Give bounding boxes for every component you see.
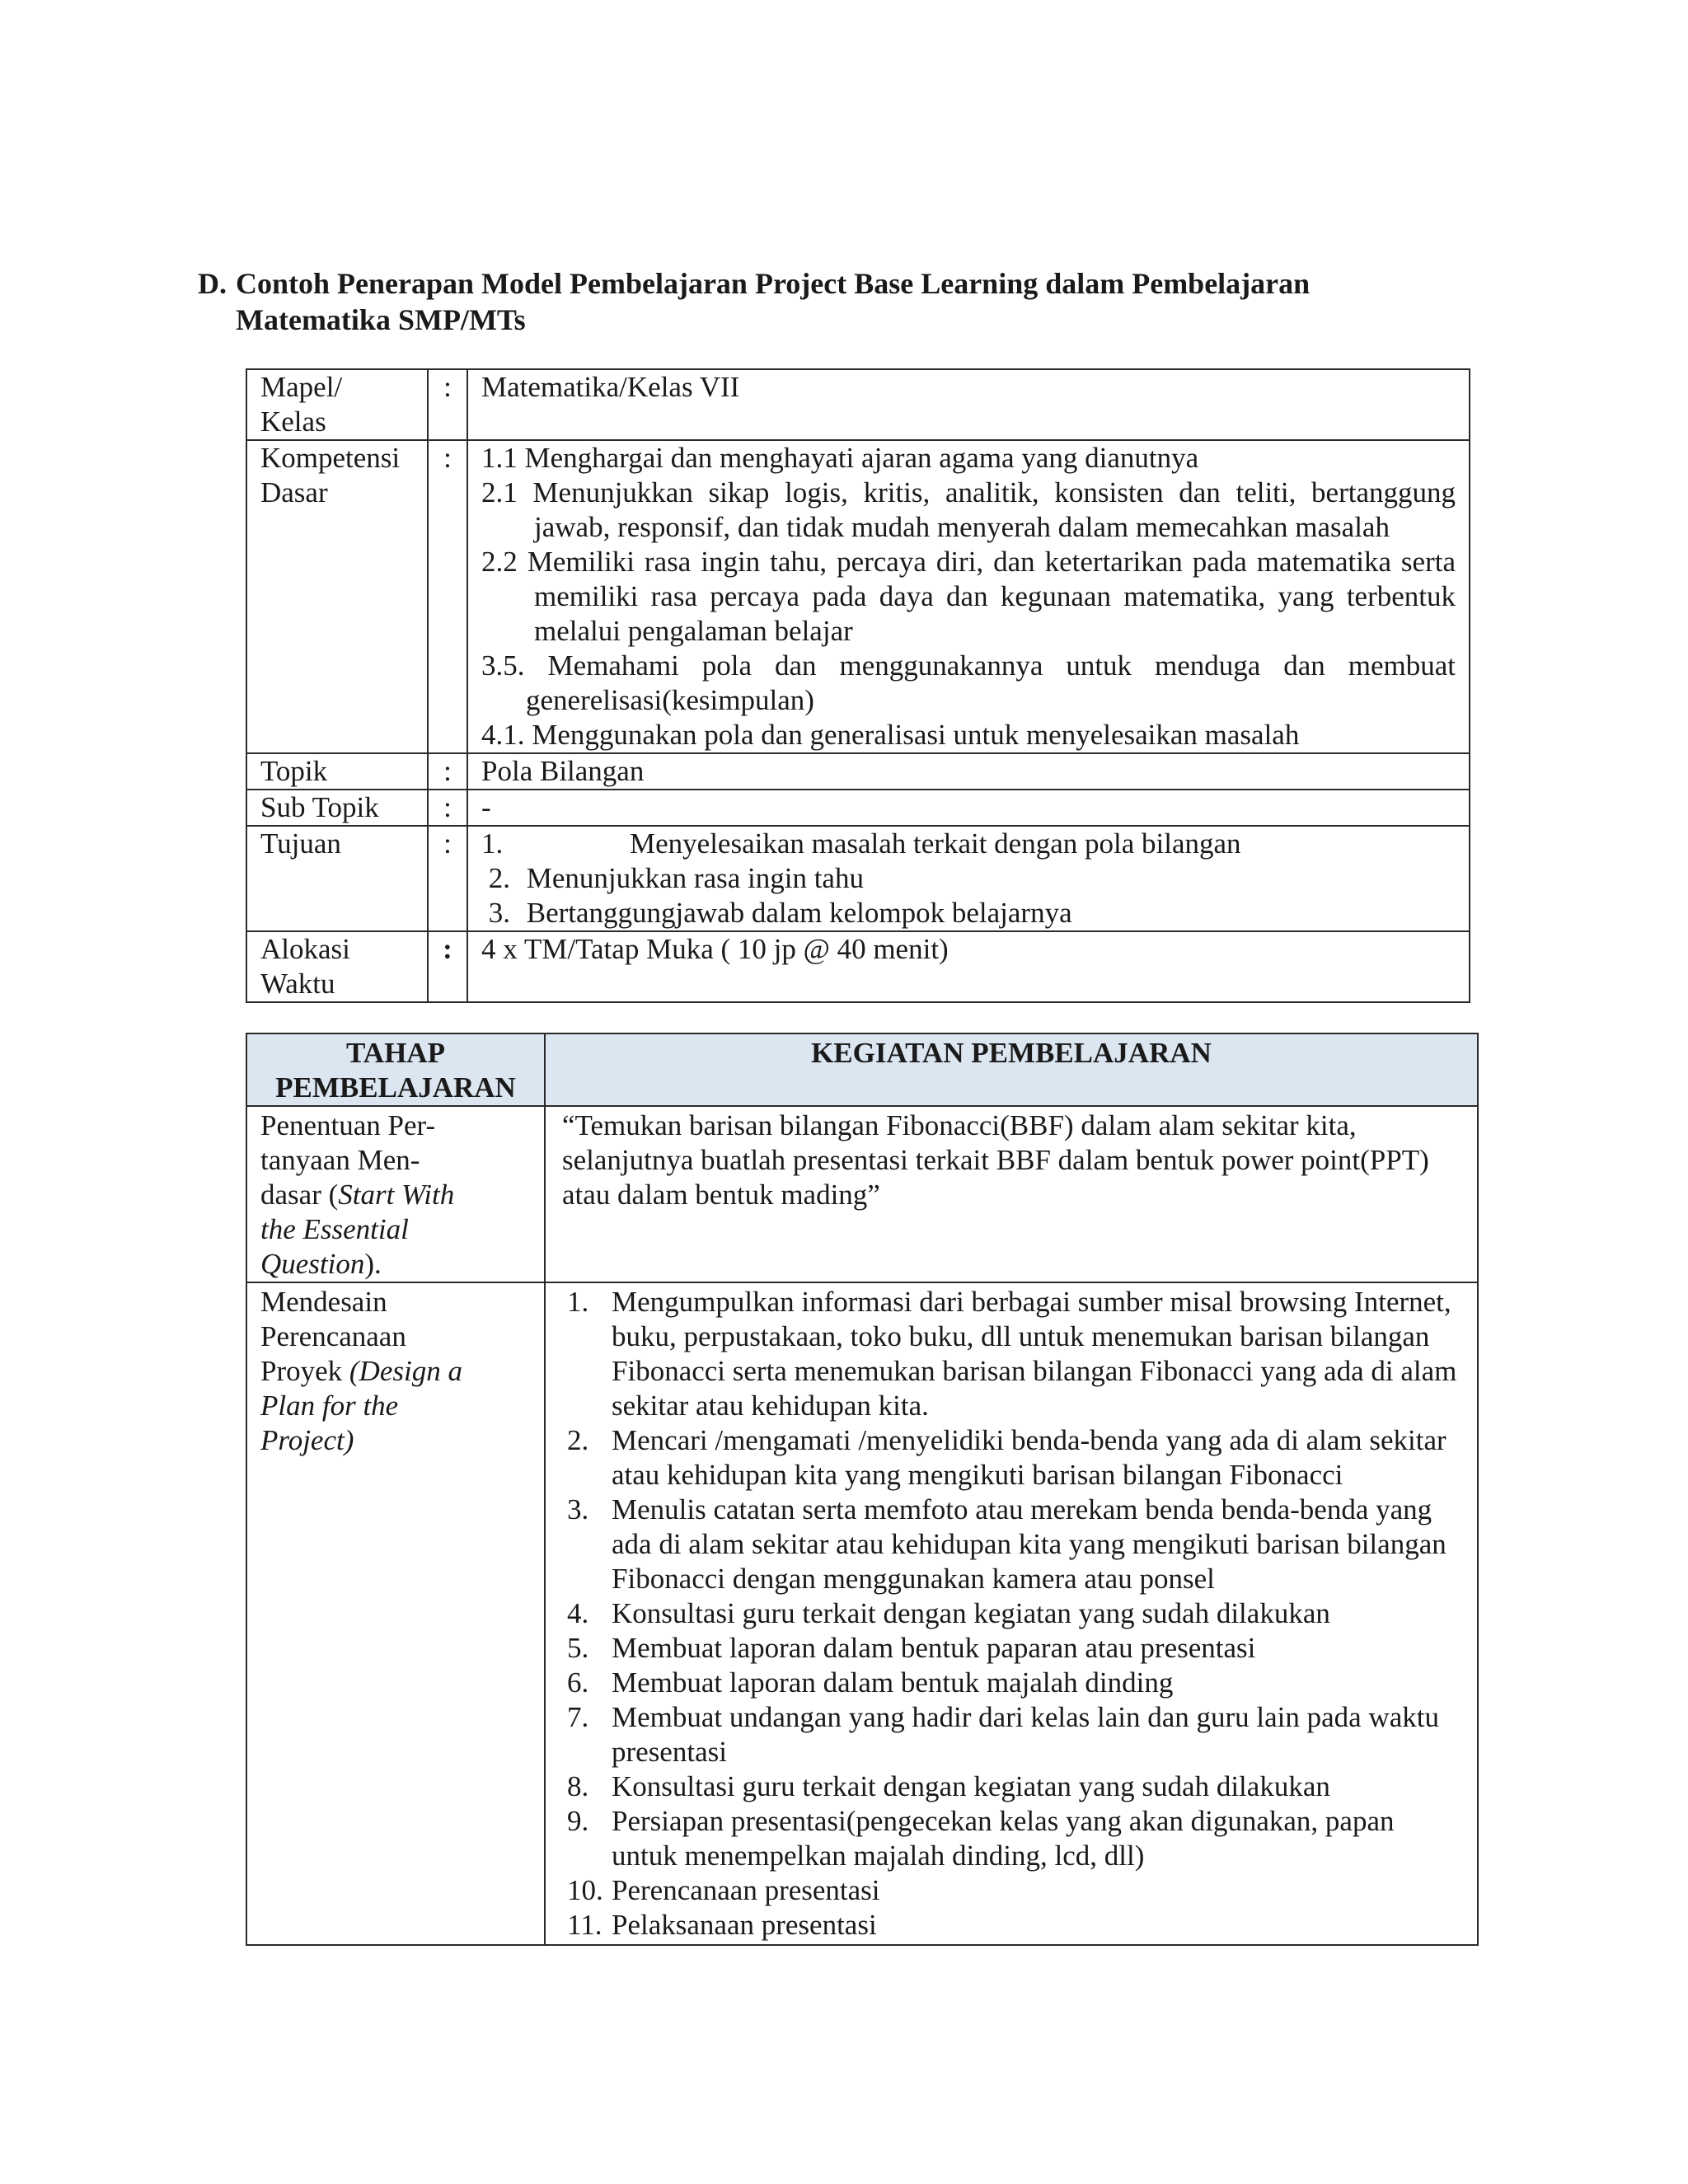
row-sub-topik: [246, 790, 1470, 826]
tujuan-text: Menunjukkan rasa ingin tahu: [526, 862, 864, 894]
tujuan-number: 3.: [488, 897, 510, 929]
row-alokasi-waktu: [246, 931, 1470, 1002]
colon: :: [428, 931, 467, 1002]
stage-essential-question: [246, 1106, 545, 1282]
project-steps-list: [559, 1285, 1464, 1943]
step-number: 2.: [567, 1424, 589, 1456]
colon: :: [428, 790, 467, 826]
learning-activity-table: [246, 1033, 1479, 1946]
label-topik: Topik: [246, 753, 428, 790]
header-row: [246, 1033, 1478, 1106]
row-tujuan: [246, 826, 1470, 931]
stage-design-plan: [246, 1282, 545, 1945]
heading-line-1: [198, 265, 1310, 302]
header-tahap-pembelajaran: [246, 1033, 545, 1106]
list-item: [559, 1493, 1464, 1596]
stage-line: [260, 1212, 511, 1247]
label-kompetensi-dasar: [246, 440, 428, 753]
step-text: Membuat laporan dalam bentuk paparan atau presentasi: [612, 1632, 1256, 1664]
tujuan-item: [481, 896, 1456, 930]
step-text: Pelaksanaan presentasi: [612, 1909, 877, 1941]
label-alokasi-waktu: [246, 931, 428, 1002]
stage-line: Penentuan Per-: [260, 1109, 436, 1141]
stage-line: [260, 1247, 511, 1282]
step-text: Perencanaan presentasi: [612, 1874, 880, 1906]
value-tujuan: [467, 826, 1470, 931]
tujuan-item: [481, 861, 1456, 896]
kd-item: 2.1 Menunjukkan sikap logis, kritis, analitik, konsisten dan teliti, bertanggung jawab, responsif, dan tidak mudah menyerah dalam memecahkan masalah: [481, 476, 1456, 543]
tujuan-text: Menyelesaikan masalah terkait dengan pola bilangan: [630, 827, 1241, 860]
step-number: 11.: [567, 1909, 603, 1941]
row-essential-question: [246, 1106, 1478, 1282]
stage-italic-text: the Essential: [260, 1213, 409, 1245]
kd-item: 4.1. Menggunakan pola dan generalisasi untuk menyelesaikan masalah: [481, 719, 1300, 751]
label-tujuan: Tujuan: [246, 826, 428, 931]
step-number: 1.: [567, 1286, 589, 1318]
kd-item: 2.2 Memiliki rasa ingin tahu, percaya diri, dan ketertarikan pada matematika serta memiliki rasa percaya pada daya dan kegunaan matematika, yang terbentuk melalui pengalaman belajar: [481, 546, 1456, 647]
value-kompetensi-dasar: [467, 440, 1470, 753]
colon: :: [428, 369, 467, 440]
row-mapel: [246, 369, 1470, 440]
step-number: 6.: [567, 1666, 589, 1699]
step-number: 5.: [567, 1632, 589, 1664]
header-kegiatan-pembelajaran: KEGIATAN PEMBELAJARAN: [545, 1033, 1478, 1106]
label-kd-line-2: Dasar: [260, 476, 328, 509]
step-number: 9.: [567, 1805, 589, 1837]
row-topik: [246, 753, 1470, 790]
tujuan-number: 2.: [488, 862, 510, 894]
stage-line: Mendesain: [260, 1286, 387, 1318]
activity-essential-question: [545, 1106, 1478, 1282]
step-text: Persiapan presentasi(pengecekan kelas yang akan digunakan, papan untuk menempelkan majalah dinding, lcd, dll): [612, 1805, 1395, 1872]
header-tahap-line-2: PEMBELAJARAN: [275, 1071, 516, 1104]
stage-italic-text: Plan for the: [260, 1390, 399, 1422]
label-mapel: [246, 369, 428, 440]
label-alokasi-line-1: Alokasi: [260, 933, 350, 965]
list-item: [559, 1700, 1464, 1769]
value-sub-topik: -: [467, 790, 1470, 826]
section-letter: D.: [198, 267, 227, 300]
stage-text: Proyek: [260, 1355, 349, 1387]
tujuan-number: 1.: [481, 827, 504, 860]
label-alokasi-line-2: Waktu: [260, 968, 335, 1000]
list-item: [559, 1631, 1464, 1666]
section-heading: [198, 265, 1310, 338]
colon: :: [428, 440, 467, 753]
stage-text: ).: [364, 1248, 382, 1280]
list-item: [559, 1769, 1464, 1804]
stage-line: [260, 1178, 511, 1212]
step-text: Membuat undangan yang hadir dari kelas lain dan guru lain pada waktu presentasi: [612, 1701, 1439, 1768]
tujuan-item: [481, 827, 1456, 861]
step-number: 8.: [567, 1770, 589, 1802]
label-mapel-line-1: Mapel/: [260, 371, 343, 403]
heading-text-1: Contoh Penerapan Model Pembelajaran Project Base Learning dalam Pembelajaran: [236, 267, 1311, 300]
list-item: [559, 1285, 1464, 1423]
step-text: Membuat laporan dalam bentuk majalah dinding: [612, 1666, 1174, 1699]
value-mapel: Matematika/Kelas VII: [467, 369, 1470, 440]
step-number: 7.: [567, 1701, 589, 1733]
step-text: Mencari /mengamati /menyelidiki benda-benda yang ada di alam sekitar atau kehidupan kita yang mengikuti barisan bilangan Fibonacci: [612, 1424, 1447, 1491]
kd-item: 3.5. Memahami pola dan menggunakannya untuk menduga dan membuat generelisasi(kesimpulan): [481, 649, 1456, 716]
stage-line: tanyaan Men-: [260, 1144, 420, 1176]
list-item: [559, 1423, 1464, 1493]
colon: :: [428, 826, 467, 931]
list-item: [559, 1804, 1464, 1873]
heading-line-2: Matematika SMP/MTs: [236, 303, 526, 336]
list-item: [559, 1873, 1464, 1908]
kd-item: 1.1 Menghargai dan menghayati ajaran agama yang dianutnya: [481, 442, 1199, 474]
header-tahap-line-1: TAHAP: [346, 1037, 445, 1069]
stage-line: [260, 1423, 531, 1458]
step-text: Menulis catatan serta memfoto atau merekam benda benda-benda yang ada di alam sekitar atau kehidupan kita yang mengikuti barisan bilangan Fibonacci dengan menggunakan kamera atau ponsel: [612, 1493, 1447, 1595]
stage-line: Perencanaan: [260, 1320, 406, 1352]
list-item: [559, 1596, 1464, 1631]
stage-line: [260, 1354, 531, 1389]
step-text: Konsultasi guru terkait dengan kegiatan yang sudah dilakukan: [612, 1770, 1330, 1802]
essential-question-text: “Temukan barisan bilangan Fibonacci(BBF) dalam alam sekitar kita, selanjutnya buatlah presentasi terkait BBF dalam bentuk power point(PPT) atau dalam bentuk mading”: [562, 1109, 1429, 1211]
label-sub-topik: Sub Topik: [246, 790, 428, 826]
activity-design-plan: [545, 1282, 1478, 1945]
stage-italic-text: (Design a: [349, 1355, 462, 1387]
step-number: 4.: [567, 1597, 589, 1629]
label-kd-line-1: Kompetensi: [260, 442, 401, 474]
row-design-plan: [246, 1282, 1478, 1945]
list-item: [559, 1666, 1464, 1700]
colon: :: [428, 753, 467, 790]
row-kompetensi-dasar: [246, 440, 1470, 753]
value-alokasi-waktu: 4 x TM/Tatap Muka ( 10 jp @ 40 menit): [467, 931, 1470, 1002]
stage-text: dasar (: [260, 1179, 339, 1211]
list-item: [559, 1908, 1464, 1943]
step-text: Mengumpulkan informasi dari berbagai sumber misal browsing Internet, buku, perpustakaan, toko buku, dll untuk menemukan barisan bilangan Fibonacci serta menemukan barisan bilangan Fibonacci yang ada di alam sekitar atau kehidupan kita.: [612, 1286, 1457, 1422]
stage-italic-text: Question: [260, 1248, 365, 1280]
tujuan-text: Bertanggungjawab dalam kelompok belajarnya: [526, 897, 1072, 929]
stage-line: [260, 1389, 531, 1423]
step-number: 10.: [567, 1874, 603, 1906]
step-text: Konsultasi guru terkait dengan kegiatan yang sudah dilakukan: [612, 1597, 1330, 1629]
step-number: 3.: [567, 1493, 589, 1526]
label-mapel-line-2: Kelas: [260, 405, 326, 438]
value-topik: Pola Bilangan: [467, 753, 1470, 790]
lesson-info-table: [246, 368, 1470, 1003]
stage-italic-text: Project): [260, 1424, 354, 1456]
stage-italic-text: Start With: [338, 1179, 455, 1211]
